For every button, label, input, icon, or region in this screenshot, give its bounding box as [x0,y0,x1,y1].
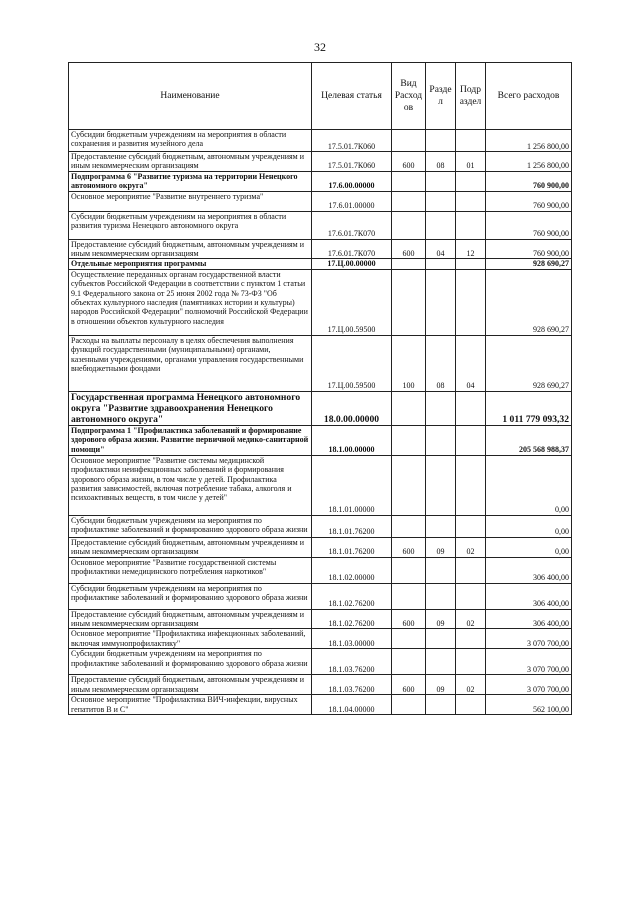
row-podrazdel: 02 [456,675,486,695]
row-code: 18.1.02.76200 [312,583,392,609]
row-podrazdel [456,515,486,537]
row-code: 18.1.03.76200 [312,649,392,675]
row-vid [392,583,426,609]
row-vid [392,455,426,515]
row-code: 17.6.00.00000 [312,171,392,191]
row-total: 3 070 700,00 [486,629,572,649]
table-row [69,537,572,557]
row-name: Основное мероприятие "Развитие внутреннего туризма" [69,191,312,211]
row-razdel [426,629,456,649]
row-razdel: 09 [426,537,456,557]
table-row [69,211,572,239]
row-vid [392,259,426,269]
row-podrazdel: 04 [456,335,486,391]
row-total: 760 900,00 [486,191,572,211]
row-razdel [426,191,456,211]
row-code: 17.6.01.00000 [312,191,392,211]
table-row [69,239,572,259]
row-podrazdel: 01 [456,152,486,172]
row-name: Субсидии бюджетным учреждениям на мероприятия в области развития туризма Ненецкого автономного округа [69,211,312,239]
row-vid [392,425,426,455]
row-total: 760 900,00 [486,239,572,259]
row-total: 928 690,27 [486,269,572,335]
row-podrazdel [456,130,486,152]
row-podrazdel [456,557,486,583]
row-podrazdel [456,425,486,455]
row-total: 562 100,00 [486,695,572,715]
row-total: 928 690,27 [486,335,572,391]
row-vid: 600 [392,239,426,259]
row-total: 0,00 [486,537,572,557]
row-total: 306 400,00 [486,557,572,583]
row-razdel [426,391,456,425]
table-row [69,259,572,269]
row-name: Предоставление субсидий бюджетным, автономным учреждениям и иным некоммерческим организациям [69,675,312,695]
row-code: 18.1.03.76200 [312,675,392,695]
row-name: Основное мероприятие "Профилактика ВИЧ-инфекции, вирусных гепатитов В и С" [69,695,312,715]
row-total: 3 070 700,00 [486,675,572,695]
row-code: 18.1.03.00000 [312,629,392,649]
row-podrazdel [456,259,486,269]
row-name: Основное мероприятие "Развитие системы медицинской профилактики неинфекционных заболеваний и формирования здорового образа жизни, в том числе у детей. Профилактика развития зависимостей, включая потребление табака, алкоголя и психоактивных веществ, в том числе у детей" [69,455,312,515]
table-row [69,609,572,629]
row-vid [392,171,426,191]
row-code: 17.Ц.00.59500 [312,269,392,335]
row-podrazdel [456,269,486,335]
row-code: 18.1.02.00000 [312,557,392,583]
row-razdel [426,695,456,715]
row-razdel: 09 [426,609,456,629]
row-code: 18.1.00.00000 [312,425,392,455]
row-total: 1 256 800,00 [486,130,572,152]
row-name: Подпрограмма 6 "Развитие туризма на территории Ненецкого автономного округа" [69,171,312,191]
row-razdel: 09 [426,675,456,695]
row-razdel [426,259,456,269]
row-podrazdel [456,171,486,191]
row-podrazdel [456,191,486,211]
row-code: 17.5.01.7К060 [312,152,392,172]
row-name: Основное мероприятие "Развитие государственной системы профилактики немедицинского потребления наркотиков" [69,557,312,583]
row-name: Осуществление переданных органам государственной власти субъектов Российской Федерации в соответствии с пунктом 1 статьи 9.1 Федерального закона от 25 июня 2002 года № 73-ФЗ "Об объектах культурного наследия (памятниках истории и культуры) народов Российской Федерации" полномочий Российской Федерации в отношении объектов культурного наследия [69,269,312,335]
row-razdel: 08 [426,152,456,172]
table-row [69,675,572,695]
row-vid: 600 [392,537,426,557]
row-razdel [426,557,456,583]
row-name: Предоставление субсидий бюджетным, автономным учреждениям и иным некоммерческим организациям [69,239,312,259]
row-total: 205 568 988,37 [486,425,572,455]
row-podrazdel [456,211,486,239]
row-total: 1 256 800,00 [486,152,572,172]
row-podrazdel [456,695,486,715]
row-code: 17.6.01.7К070 [312,239,392,259]
header-razdel: Разде л [426,63,456,130]
row-total: 760 900,00 [486,211,572,239]
table-row [69,130,572,152]
row-razdel: 08 [426,335,456,391]
row-vid [392,269,426,335]
row-name: Субсидии бюджетным учреждениям на мероприятия в области сохранения и развития музейного дела [69,130,312,152]
header-total: Всего расходов [486,63,572,130]
row-code: 18.1.01.00000 [312,455,392,515]
row-vid: 600 [392,152,426,172]
table-header-row [69,63,572,130]
row-total: 760 900,00 [486,171,572,191]
row-razdel [426,649,456,675]
row-name: Предоставление субсидий бюджетным, автономным учреждениям и иным некоммерческим организациям [69,152,312,172]
row-name: Расходы на выплаты персоналу в целях обеспечения выполнения функций государственными (муниципальными) органами, казенными учреждениями, органами управления государственными внебюджетными фондами [69,335,312,391]
table-row [69,191,572,211]
row-vid [392,629,426,649]
row-code: 18.1.02.76200 [312,609,392,629]
row-vid [392,191,426,211]
row-vid [392,649,426,675]
table-row [69,455,572,515]
row-razdel [426,583,456,609]
row-vid [392,211,426,239]
row-razdel: 04 [426,239,456,259]
row-name: Субсидии бюджетным учреждениям на мероприятия по профилактике заболеваний и формированию здорового образа жизни [69,515,312,537]
row-name: Основное мероприятие "Профилактика инфекционных заболеваний, включая иммунопрофилактику" [69,629,312,649]
table-row [69,391,572,425]
row-name: Субсидии бюджетным учреждениям на мероприятия по профилактике заболеваний и формированию здорового образа жизни [69,583,312,609]
row-vid: 600 [392,609,426,629]
page-number: 32 [314,40,326,54]
table-row [69,515,572,537]
row-vid [392,391,426,425]
row-razdel [426,130,456,152]
row-vid: 100 [392,335,426,391]
row-name: Отдельные мероприятия программы [69,259,312,269]
table-row [69,649,572,675]
table-row [69,425,572,455]
row-code: 17.Ц.00.59500 [312,335,392,391]
header-vid: Вид Расход ов [392,63,426,130]
row-podrazdel: 12 [456,239,486,259]
row-code: 17.6.01.7К070 [312,211,392,239]
row-total: 306 400,00 [486,609,572,629]
row-code: 18.0.00.00000 [312,391,392,425]
row-total: 306 400,00 [486,583,572,609]
row-name: Государственная программа Ненецкого автономного округа "Развитие здравоохранения Ненецкого автономного округа" [69,391,312,425]
header-podrazdel: Подр аздел [456,63,486,130]
row-code: 18.1.04.00000 [312,695,392,715]
row-name: Подпрограмма 1 "Профилактика заболеваний и формирование здорового образа жизни. Развитие первичной медико-санитарной помощи" [69,425,312,455]
row-razdel [426,211,456,239]
row-total: 928 690,27 [486,259,572,269]
row-podrazdel [456,629,486,649]
header-name: Наименование [69,63,312,130]
table-row [69,695,572,715]
row-code: 17.5.01.7К060 [312,130,392,152]
row-vid [392,695,426,715]
row-podrazdel: 02 [456,609,486,629]
row-razdel [426,269,456,335]
row-podrazdel [456,391,486,425]
header-code: Целевая статья [312,63,392,130]
row-vid [392,557,426,583]
row-vid: 600 [392,675,426,695]
table-row [69,335,572,391]
row-code: 18.1.01.76200 [312,537,392,557]
table-row [69,269,572,335]
row-razdel [426,455,456,515]
row-total: 0,00 [486,455,572,515]
row-code: 17.Ц.00.00000 [312,259,392,269]
row-podrazdel [456,649,486,675]
row-name: Предоставление субсидий бюджетным, автономным учреждениям и иным некоммерческим организациям [69,537,312,557]
row-code: 18.1.01.76200 [312,515,392,537]
row-vid [392,515,426,537]
table-row [69,171,572,191]
row-name: Предоставление субсидий бюджетным, автономным учреждениям и иным некоммерческим организациям [69,609,312,629]
table-row [69,152,572,172]
row-podrazdel: 02 [456,537,486,557]
table-row [69,629,572,649]
row-razdel [426,171,456,191]
row-total: 0,00 [486,515,572,537]
row-total: 3 070 700,00 [486,649,572,675]
table-row [69,557,572,583]
row-podrazdel [456,583,486,609]
row-vid [392,130,426,152]
row-razdel [426,515,456,537]
budget-table [68,62,572,715]
row-podrazdel [456,455,486,515]
row-total: 1 011 779 093,32 [486,391,572,425]
row-name: Субсидии бюджетным учреждениям на мероприятия по профилактике заболеваний и формированию здорового образа жизни [69,649,312,675]
table-row [69,583,572,609]
row-razdel [426,425,456,455]
